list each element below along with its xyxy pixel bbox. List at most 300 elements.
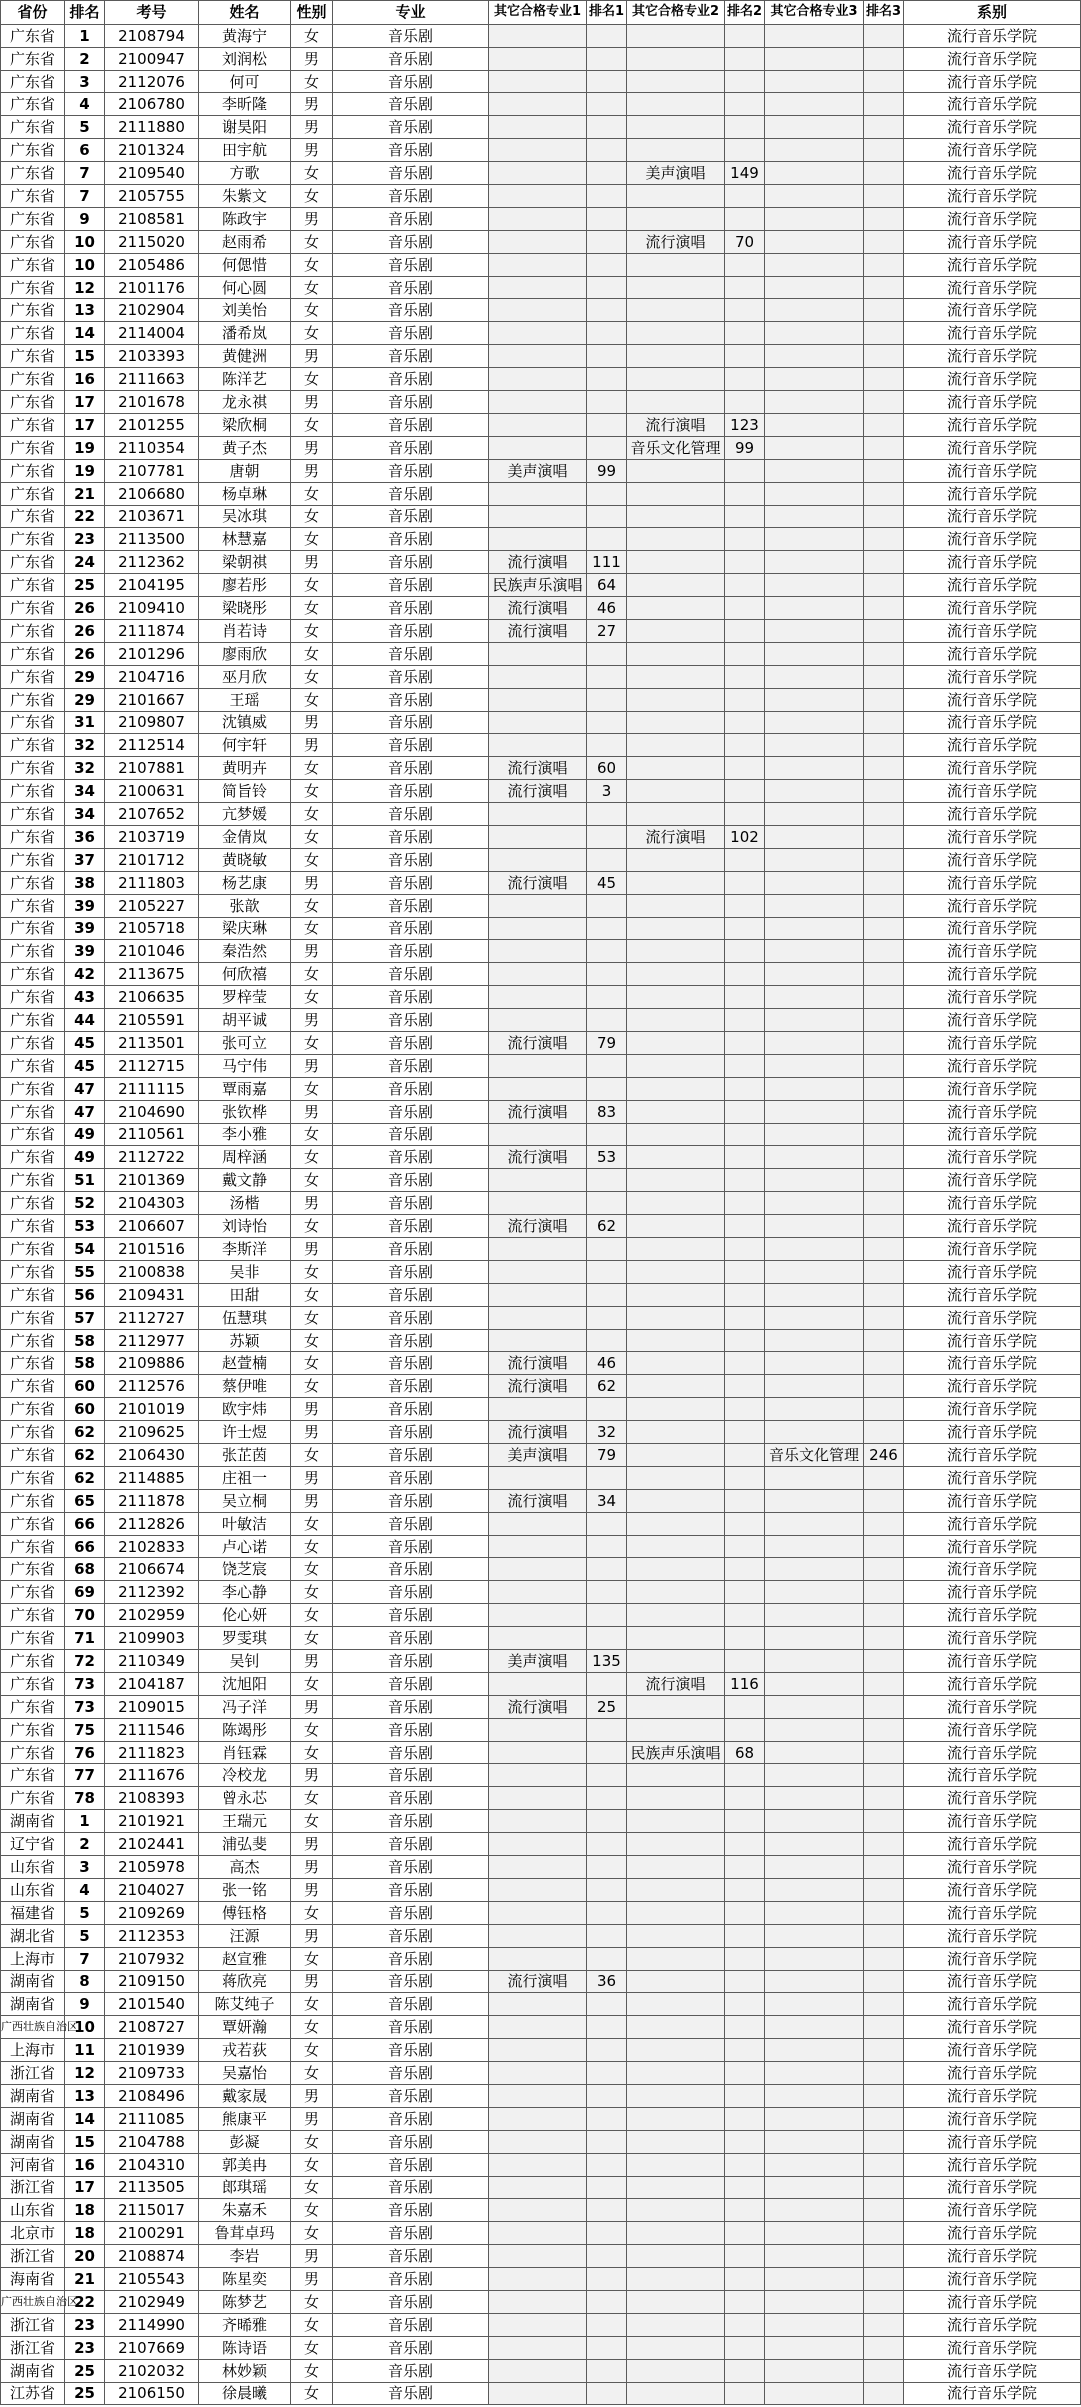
rank-cell: 9 bbox=[65, 1993, 105, 2016]
rank-2-cell bbox=[725, 803, 765, 826]
gender-cell: 女 bbox=[291, 1604, 333, 1627]
gender-cell: 男 bbox=[291, 459, 333, 482]
department-cell: 流行音乐学院 bbox=[904, 413, 1081, 436]
table-row bbox=[1, 2084, 1081, 2107]
other-major-2-cell bbox=[627, 459, 725, 482]
rank-1-cell bbox=[587, 162, 627, 185]
header-row bbox=[1, 1, 1081, 25]
rank-cell: 10 bbox=[65, 230, 105, 253]
header-other-major-1: 其它合格专业1 bbox=[489, 1, 587, 25]
table-row bbox=[1, 551, 1081, 574]
rank-1-cell bbox=[587, 1009, 627, 1032]
department-cell: 流行音乐学院 bbox=[904, 368, 1081, 391]
major-cell: 音乐剧 bbox=[333, 139, 489, 162]
department-cell: 流行音乐学院 bbox=[904, 207, 1081, 230]
gender-cell: 女 bbox=[291, 2336, 333, 2359]
rank-1-cell bbox=[587, 1741, 627, 1764]
rank-1-cell bbox=[587, 1535, 627, 1558]
other-major-1-cell bbox=[489, 2107, 587, 2130]
province-cell: 广东省 bbox=[1, 1718, 65, 1741]
rank-3-cell: 246 bbox=[864, 1444, 904, 1467]
major-cell: 音乐剧 bbox=[333, 2268, 489, 2291]
department-cell: 流行音乐学院 bbox=[904, 1581, 1081, 1604]
other-major-1-cell bbox=[489, 207, 587, 230]
rank-cell: 34 bbox=[65, 803, 105, 826]
rank-3-cell bbox=[864, 963, 904, 986]
rank-3-cell bbox=[864, 1421, 904, 1444]
rank-cell: 43 bbox=[65, 986, 105, 1009]
exam-number-cell: 2104195 bbox=[105, 574, 199, 597]
rank-cell: 7 bbox=[65, 162, 105, 185]
rank-cell: 11 bbox=[65, 2039, 105, 2062]
province-cell: 广东省 bbox=[1, 551, 65, 574]
gender-cell: 女 bbox=[291, 803, 333, 826]
rank-3-cell bbox=[864, 139, 904, 162]
major-cell: 音乐剧 bbox=[333, 2062, 489, 2085]
other-major-1-cell bbox=[489, 47, 587, 70]
rank-1-cell bbox=[587, 2039, 627, 2062]
rank-3-cell bbox=[864, 1215, 904, 1238]
province-cell: 广东省 bbox=[1, 1054, 65, 1077]
rank-3-cell bbox=[864, 1260, 904, 1283]
province-cell: 广东省 bbox=[1, 1489, 65, 1512]
province-cell: 广东省 bbox=[1, 276, 65, 299]
other-major-1-cell bbox=[489, 2336, 587, 2359]
rank-2-cell bbox=[725, 986, 765, 1009]
other-major-3-cell bbox=[765, 1535, 864, 1558]
other-major-1-cell bbox=[489, 1238, 587, 1261]
major-cell: 音乐剧 bbox=[333, 1604, 489, 1627]
province-cell: 广东省 bbox=[1, 1398, 65, 1421]
rank-1-cell: 32 bbox=[587, 1421, 627, 1444]
other-major-2-cell bbox=[627, 1146, 725, 1169]
major-cell: 音乐剧 bbox=[333, 93, 489, 116]
province-cell: 湖南省 bbox=[1, 2130, 65, 2153]
rank-3-cell bbox=[864, 528, 904, 551]
rank-1-cell: 46 bbox=[587, 597, 627, 620]
department-cell: 流行音乐学院 bbox=[904, 1672, 1081, 1695]
rank-2-cell bbox=[725, 2039, 765, 2062]
name-cell: 冯子洋 bbox=[199, 1695, 291, 1718]
other-major-3-cell bbox=[765, 1077, 864, 1100]
name-cell: 叶敏洁 bbox=[199, 1512, 291, 1535]
rank-3-cell bbox=[864, 1970, 904, 1993]
table-row bbox=[1, 597, 1081, 620]
rank-2-cell bbox=[725, 1192, 765, 1215]
name-cell: 梁欣桐 bbox=[199, 413, 291, 436]
rank-cell: 51 bbox=[65, 1169, 105, 1192]
rank-3-cell bbox=[864, 2313, 904, 2336]
rank-1-cell bbox=[587, 70, 627, 93]
rank-2-cell bbox=[725, 2130, 765, 2153]
exam-number-cell: 2108794 bbox=[105, 24, 199, 47]
name-cell: 何可 bbox=[199, 70, 291, 93]
rank-cell: 47 bbox=[65, 1077, 105, 1100]
other-major-1-cell bbox=[489, 2359, 587, 2382]
name-cell: 潘希岚 bbox=[199, 322, 291, 345]
rank-2-cell bbox=[725, 1856, 765, 1879]
name-cell: 梁朝祺 bbox=[199, 551, 291, 574]
name-cell: 沈旭阳 bbox=[199, 1672, 291, 1695]
rank-1-cell bbox=[587, 436, 627, 459]
other-major-3-cell bbox=[765, 1695, 864, 1718]
other-major-3-cell: 音乐文化管理 bbox=[765, 1444, 864, 1467]
table-row bbox=[1, 2062, 1081, 2085]
department-cell: 流行音乐学院 bbox=[904, 1718, 1081, 1741]
rank-1-cell bbox=[587, 253, 627, 276]
rank-cell: 5 bbox=[65, 116, 105, 139]
rank-cell: 78 bbox=[65, 1787, 105, 1810]
other-major-2-cell bbox=[627, 1466, 725, 1489]
rank-2-cell bbox=[725, 2153, 765, 2176]
rank-3-cell bbox=[864, 711, 904, 734]
rank-cell: 15 bbox=[65, 345, 105, 368]
other-major-3-cell bbox=[765, 116, 864, 139]
other-major-3-cell bbox=[765, 2130, 864, 2153]
name-cell: 林妙颖 bbox=[199, 2359, 291, 2382]
table-row bbox=[1, 230, 1081, 253]
other-major-3-cell bbox=[765, 391, 864, 414]
rank-2-cell bbox=[725, 1466, 765, 1489]
rank-2-cell bbox=[725, 1146, 765, 1169]
gender-cell: 男 bbox=[291, 1054, 333, 1077]
rank-1-cell bbox=[587, 1512, 627, 1535]
exam-number-cell: 2107881 bbox=[105, 757, 199, 780]
rank-cell: 71 bbox=[65, 1627, 105, 1650]
other-major-2-cell bbox=[627, 1810, 725, 1833]
table-row bbox=[1, 848, 1081, 871]
major-cell: 音乐剧 bbox=[333, 2336, 489, 2359]
rank-1-cell: 27 bbox=[587, 619, 627, 642]
rank-3-cell bbox=[864, 2382, 904, 2405]
name-cell: 罗雯琪 bbox=[199, 1627, 291, 1650]
rank-cell: 22 bbox=[65, 2290, 105, 2313]
department-cell: 流行音乐学院 bbox=[904, 1650, 1081, 1673]
header-department: 系别 bbox=[904, 1, 1081, 25]
department-cell: 流行音乐学院 bbox=[904, 2084, 1081, 2107]
department-cell: 流行音乐学院 bbox=[904, 1947, 1081, 1970]
province-cell: 江苏省 bbox=[1, 2382, 65, 2405]
province-cell: 湖北省 bbox=[1, 1924, 65, 1947]
gender-cell: 男 bbox=[291, 940, 333, 963]
rank-2-cell bbox=[725, 1535, 765, 1558]
table-row bbox=[1, 1466, 1081, 1489]
gender-cell: 女 bbox=[291, 1352, 333, 1375]
department-cell: 流行音乐学院 bbox=[904, 665, 1081, 688]
table-row bbox=[1, 1878, 1081, 1901]
rank-2-cell bbox=[725, 1833, 765, 1856]
rank-2-cell bbox=[725, 459, 765, 482]
rank-2-cell bbox=[725, 848, 765, 871]
province-cell: 广东省 bbox=[1, 1192, 65, 1215]
rank-cell: 76 bbox=[65, 1741, 105, 1764]
province-cell: 广东省 bbox=[1, 825, 65, 848]
name-cell: 张钦桦 bbox=[199, 1100, 291, 1123]
rank-1-cell bbox=[587, 2062, 627, 2085]
other-major-1-cell bbox=[489, 162, 587, 185]
rank-2-cell bbox=[725, 1558, 765, 1581]
rank-1-cell bbox=[587, 1169, 627, 1192]
major-cell: 音乐剧 bbox=[333, 276, 489, 299]
rank-3-cell bbox=[864, 1031, 904, 1054]
rank-1-cell: 60 bbox=[587, 757, 627, 780]
name-cell: 李昕隆 bbox=[199, 93, 291, 116]
other-major-3-cell bbox=[765, 93, 864, 116]
table-row bbox=[1, 1947, 1081, 1970]
rank-cell: 69 bbox=[65, 1581, 105, 1604]
other-major-3-cell bbox=[765, 2039, 864, 2062]
major-cell: 音乐剧 bbox=[333, 1947, 489, 1970]
other-major-1-cell bbox=[489, 299, 587, 322]
exam-number-cell: 2105978 bbox=[105, 1856, 199, 1879]
province-cell: 湖南省 bbox=[1, 1810, 65, 1833]
rank-1-cell bbox=[587, 505, 627, 528]
major-cell: 音乐剧 bbox=[333, 894, 489, 917]
exam-number-cell: 2104716 bbox=[105, 665, 199, 688]
gender-cell: 女 bbox=[291, 528, 333, 551]
major-cell: 音乐剧 bbox=[333, 1260, 489, 1283]
exam-number-cell: 2112514 bbox=[105, 734, 199, 757]
gender-cell: 女 bbox=[291, 1512, 333, 1535]
rank-cell: 12 bbox=[65, 276, 105, 299]
department-cell: 流行音乐学院 bbox=[904, 734, 1081, 757]
rank-cell: 39 bbox=[65, 894, 105, 917]
rank-cell: 73 bbox=[65, 1695, 105, 1718]
table-row bbox=[1, 1741, 1081, 1764]
table-row bbox=[1, 2245, 1081, 2268]
gender-cell: 男 bbox=[291, 734, 333, 757]
exam-number-cell: 2107932 bbox=[105, 1947, 199, 1970]
table-row bbox=[1, 1260, 1081, 1283]
rank-3-cell bbox=[864, 688, 904, 711]
gender-cell: 女 bbox=[291, 70, 333, 93]
rank-2-cell bbox=[725, 1329, 765, 1352]
table-row bbox=[1, 1581, 1081, 1604]
department-cell: 流行音乐学院 bbox=[904, 116, 1081, 139]
rank-2-cell bbox=[725, 642, 765, 665]
major-cell: 音乐剧 bbox=[333, 940, 489, 963]
department-cell: 流行音乐学院 bbox=[904, 322, 1081, 345]
gender-cell: 女 bbox=[291, 825, 333, 848]
other-major-1-cell bbox=[489, 1901, 587, 1924]
name-cell: 饶芝宸 bbox=[199, 1558, 291, 1581]
gender-cell: 女 bbox=[291, 1260, 333, 1283]
name-cell: 戎若荻 bbox=[199, 2039, 291, 2062]
other-major-2-cell bbox=[627, 848, 725, 871]
province-cell: 广西壮族自治区 bbox=[1, 2290, 65, 2313]
other-major-2-cell bbox=[627, 1970, 725, 1993]
rank-cell: 49 bbox=[65, 1146, 105, 1169]
table-row bbox=[1, 459, 1081, 482]
rank-3-cell bbox=[864, 1375, 904, 1398]
department-cell: 流行音乐学院 bbox=[904, 780, 1081, 803]
major-cell: 音乐剧 bbox=[333, 1329, 489, 1352]
name-cell: 陈星奕 bbox=[199, 2268, 291, 2291]
exam-number-cell: 2101667 bbox=[105, 688, 199, 711]
other-major-1-cell: 流行演唱 bbox=[489, 597, 587, 620]
rank-1-cell bbox=[587, 665, 627, 688]
other-major-2-cell: 流行演唱 bbox=[627, 825, 725, 848]
table-row bbox=[1, 2382, 1081, 2405]
rank-3-cell bbox=[864, 1650, 904, 1673]
exam-number-cell: 2101369 bbox=[105, 1169, 199, 1192]
other-major-2-cell bbox=[627, 1283, 725, 1306]
exam-number-cell: 2101046 bbox=[105, 940, 199, 963]
gender-cell: 男 bbox=[291, 139, 333, 162]
department-cell: 流行音乐学院 bbox=[904, 2382, 1081, 2405]
major-cell: 音乐剧 bbox=[333, 917, 489, 940]
other-major-3-cell bbox=[765, 322, 864, 345]
rank-1-cell bbox=[587, 1306, 627, 1329]
table-row bbox=[1, 2153, 1081, 2176]
table-row bbox=[1, 47, 1081, 70]
major-cell: 音乐剧 bbox=[333, 2245, 489, 2268]
province-cell: 浙江省 bbox=[1, 2245, 65, 2268]
other-major-1-cell bbox=[489, 1512, 587, 1535]
rank-3-cell bbox=[864, 1489, 904, 1512]
other-major-3-cell bbox=[765, 986, 864, 1009]
table-row bbox=[1, 162, 1081, 185]
rank-2-cell bbox=[725, 322, 765, 345]
rank-2-cell: 102 bbox=[725, 825, 765, 848]
rank-2-cell bbox=[725, 1604, 765, 1627]
name-cell: 王瑶 bbox=[199, 688, 291, 711]
name-cell: 陈竭彤 bbox=[199, 1718, 291, 1741]
other-major-3-cell bbox=[765, 185, 864, 208]
other-major-1-cell bbox=[489, 1833, 587, 1856]
exam-number-cell: 2111676 bbox=[105, 1764, 199, 1787]
other-major-1-cell bbox=[489, 2130, 587, 2153]
name-cell: 田宇航 bbox=[199, 139, 291, 162]
rank-2-cell bbox=[725, 70, 765, 93]
other-major-3-cell bbox=[765, 1650, 864, 1673]
table-row bbox=[1, 1650, 1081, 1673]
table-row bbox=[1, 803, 1081, 826]
province-cell: 广东省 bbox=[1, 1123, 65, 1146]
rank-cell: 4 bbox=[65, 1878, 105, 1901]
province-cell: 广东省 bbox=[1, 1764, 65, 1787]
other-major-1-cell bbox=[489, 1260, 587, 1283]
major-cell: 音乐剧 bbox=[333, 1833, 489, 1856]
rank-1-cell bbox=[587, 986, 627, 1009]
department-cell: 流行音乐学院 bbox=[904, 459, 1081, 482]
rank-1-cell: 34 bbox=[587, 1489, 627, 1512]
major-cell: 音乐剧 bbox=[333, 848, 489, 871]
exam-number-cell: 2115020 bbox=[105, 230, 199, 253]
gender-cell: 女 bbox=[291, 2130, 333, 2153]
rank-2-cell bbox=[725, 1238, 765, 1261]
major-cell: 音乐剧 bbox=[333, 1993, 489, 2016]
department-cell: 流行音乐学院 bbox=[904, 1306, 1081, 1329]
exam-number-cell: 2111115 bbox=[105, 1077, 199, 1100]
rank-2-cell bbox=[725, 1215, 765, 1238]
other-major-1-cell: 美声演唱 bbox=[489, 1650, 587, 1673]
gender-cell: 男 bbox=[291, 551, 333, 574]
rank-cell: 56 bbox=[65, 1283, 105, 1306]
rank-2-cell bbox=[725, 2382, 765, 2405]
rank-cell: 5 bbox=[65, 1901, 105, 1924]
rank-2-cell bbox=[725, 1260, 765, 1283]
province-cell: 广东省 bbox=[1, 70, 65, 93]
exam-number-cell: 2109431 bbox=[105, 1283, 199, 1306]
name-cell: 张芷茵 bbox=[199, 1444, 291, 1467]
other-major-3-cell bbox=[765, 2084, 864, 2107]
exam-number-cell: 2105486 bbox=[105, 253, 199, 276]
rank-2-cell bbox=[725, 1718, 765, 1741]
rank-3-cell bbox=[864, 619, 904, 642]
table-body bbox=[1, 24, 1081, 2405]
major-cell: 音乐剧 bbox=[333, 368, 489, 391]
other-major-3-cell bbox=[765, 2222, 864, 2245]
table-row bbox=[1, 1100, 1081, 1123]
rank-cell: 29 bbox=[65, 665, 105, 688]
exam-number-cell: 2102904 bbox=[105, 299, 199, 322]
other-major-1-cell bbox=[489, 413, 587, 436]
table-row bbox=[1, 665, 1081, 688]
other-major-2-cell bbox=[627, 597, 725, 620]
other-major-2-cell bbox=[627, 1329, 725, 1352]
other-major-1-cell: 流行演唱 bbox=[489, 1146, 587, 1169]
department-cell: 流行音乐学院 bbox=[904, 2176, 1081, 2199]
other-major-2-cell bbox=[627, 1123, 725, 1146]
other-major-3-cell bbox=[765, 1466, 864, 1489]
other-major-1-cell bbox=[489, 734, 587, 757]
rank-1-cell bbox=[587, 1901, 627, 1924]
major-cell: 音乐剧 bbox=[333, 1901, 489, 1924]
exam-number-cell: 2106150 bbox=[105, 2382, 199, 2405]
province-cell: 湖南省 bbox=[1, 2359, 65, 2382]
department-cell: 流行音乐学院 bbox=[904, 162, 1081, 185]
rank-2-cell bbox=[725, 1901, 765, 1924]
department-cell: 流行音乐学院 bbox=[904, 963, 1081, 986]
rank-cell: 5 bbox=[65, 1924, 105, 1947]
rank-2-cell bbox=[725, 368, 765, 391]
rank-1-cell bbox=[587, 1192, 627, 1215]
rank-3-cell bbox=[864, 1695, 904, 1718]
other-major-2-cell bbox=[627, 757, 725, 780]
rank-cell: 65 bbox=[65, 1489, 105, 1512]
other-major-3-cell bbox=[765, 1718, 864, 1741]
table-row bbox=[1, 1604, 1081, 1627]
rank-3-cell bbox=[864, 597, 904, 620]
other-major-1-cell bbox=[489, 1283, 587, 1306]
name-cell: 李心静 bbox=[199, 1581, 291, 1604]
other-major-2-cell bbox=[627, 2016, 725, 2039]
rank-2-cell bbox=[725, 963, 765, 986]
rank-2-cell bbox=[725, 597, 765, 620]
rank-1-cell: 3 bbox=[587, 780, 627, 803]
rank-cell: 26 bbox=[65, 619, 105, 642]
major-cell: 音乐剧 bbox=[333, 116, 489, 139]
name-cell: 何心圆 bbox=[199, 276, 291, 299]
major-cell: 音乐剧 bbox=[333, 1466, 489, 1489]
department-cell: 流行音乐学院 bbox=[904, 1123, 1081, 1146]
table-row bbox=[1, 1695, 1081, 1718]
name-cell: 戴家晟 bbox=[199, 2084, 291, 2107]
table-row bbox=[1, 1764, 1081, 1787]
rank-cell: 19 bbox=[65, 436, 105, 459]
rank-2-cell bbox=[725, 1810, 765, 1833]
department-cell: 流行音乐学院 bbox=[904, 1604, 1081, 1627]
major-cell: 音乐剧 bbox=[333, 1512, 489, 1535]
province-cell: 河南省 bbox=[1, 2153, 65, 2176]
table-row bbox=[1, 413, 1081, 436]
other-major-2-cell bbox=[627, 116, 725, 139]
major-cell: 音乐剧 bbox=[333, 1009, 489, 1032]
major-cell: 音乐剧 bbox=[333, 1810, 489, 1833]
name-cell: 杨艺康 bbox=[199, 871, 291, 894]
department-cell: 流行音乐学院 bbox=[904, 871, 1081, 894]
